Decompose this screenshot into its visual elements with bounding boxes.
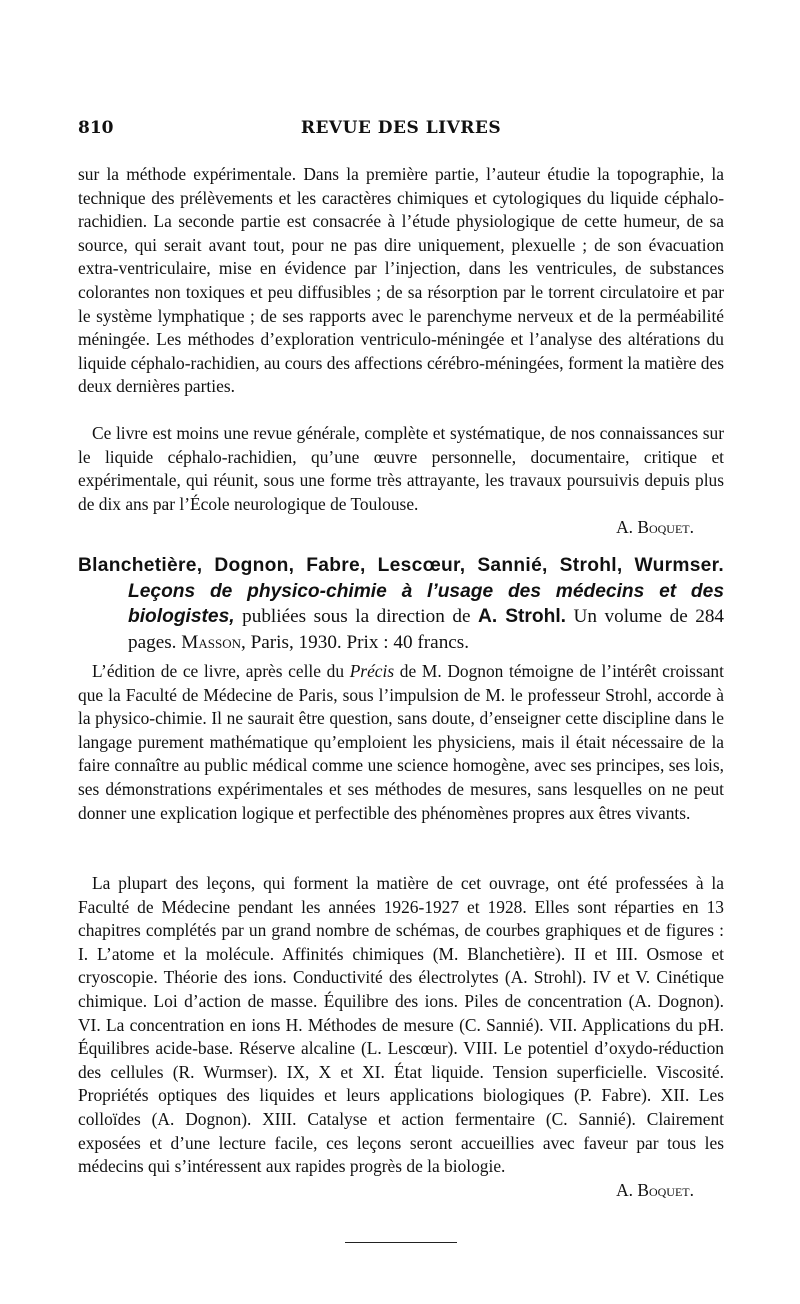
end-rule	[345, 1242, 457, 1243]
review2-paragraph-2	[78, 872, 724, 1202]
book-editor: A. Strohl.	[478, 606, 567, 627]
review1-paragraph-1-text: sur la méthode expérimentale. Dans la première partie, l’auteur étudie la topographie, la technique des prélèvements et les caractères chimiques et cytologiques du liquide céphalo-rachidien. La seconde partie est consacrée à l’étude physiologique de cette humeur, de sa source, qui serait avant tout, pour ne pas dire uniquement, plexuelle ; de son évacuation extra-ventriculaire, mise en évidence par l’injection, dans les ventricules, de substances colorantes non toxiques et peu diffusibles ; de sa résorption par le torrent circulatoire et par le système lymphatique ; de ses rapports avec le parenchyme nerveux et de la perméabilité méningée. Les méthodes d’exploration ventriculo-méningée et l’analyse des altérations du liquide céphalo-rachidien, au cours des affections cérébro-méningées, forment la matière des deux dernières parties.	[78, 164, 724, 397]
review1-signature: A. Boquet.	[616, 517, 694, 538]
review2-signature: A. Boquet.	[616, 1179, 694, 1200]
page-header	[78, 118, 724, 148]
review2-paragraph-2-text: La plupart des leçons, qui forment la matière de cet ouvrage, ont été professées à la Faculté de Médecine pendant les années 1926-1927 et 1928. Elles sont réparties en 13 chapitres complétés par un grand nombre de schémas, de courbes graphiques et de figures : I. L’atome et la molécule. Affinités chimiques (M. Blanchetière). II et III. Osmose et cryoscopie. Théorie des ions. Conductivité des électrolytes (A. Strohl). IV et V. Cinétique chimique. Loi d’action de masse. Équilibre des ions. Piles de concentration (A. Dognon). VI. La concentration en ions H. Méthodes de mesure (C. Sannié). VII. Applications du pH. Équilibres acide-base. Réserve alcaline (L. Lescœur). VIII. Le potentiel d’oxydo-réduction des cellules (R. Wurmser). IX, X et XI. État liquide. Tension superficielle. Viscosité. Propriétés optiques des liquides et leurs applications biologiques (P. Fabre). XII. Les colloïdes (A. Dognon). XIII. Catalyse et action fermentaire (C. Sannié). Clairement exposées et d’une lecture facile, ces leçons seront accueillies avec faveur par tous les médecins qui s’intéressent aux rapides progrès de la biologie.	[78, 873, 724, 1177]
book-place-year-price: , Paris, 1930. Prix : 40 francs.	[240, 631, 470, 653]
review2-paragraph-1-before: L’édition de ce livre, après celle du	[92, 661, 345, 681]
book-authors: Blanchetière, Dognon, Fabre, Lescœur, Sannié, Strohl, Wurmser.	[78, 555, 724, 576]
book-title: Leçons de physico-chimie à l’usage des médecins et des biologistes,	[128, 580, 724, 627]
book-details: Un volume de 284 pages.	[128, 606, 725, 653]
book-edited-by: publiées sous la direction de	[242, 606, 471, 627]
review2-paragraph-1-italic: Précis	[349, 661, 395, 681]
review2-signature-line	[78, 1179, 724, 1203]
review2-paragraph-1-text	[78, 660, 724, 825]
book-notice	[78, 553, 724, 655]
book-publisher: Masson	[181, 631, 241, 653]
review2-paragraph-1	[78, 660, 724, 825]
running-head: REVUE DES LIVRES	[300, 118, 502, 138]
review1-paragraph-2	[78, 422, 724, 540]
review1-paragraph-2-text	[78, 422, 724, 516]
review1-paragraph-2-body: Ce livre est moins une revue générale, complète et systématique, de nos connaissances sur le liquide céphalo-rachidien, qu’une œuvre personnelle, documentaire, critique et expérimentale, qui réunit, sous une forme très attrayante, les travaux poursuivis depuis plus de dix ans par l’École neurologique de Toulouse.	[78, 423, 724, 514]
review1-signature-line	[78, 516, 724, 540]
review1-paragraph-1	[78, 163, 724, 399]
review2-paragraph-1-after: de M. Dognon témoigne de l’intérêt croissant que la Faculté de Médecine de Paris, sous l’impulsion de M. le professeur Strohl, accorde à la physico-chimie. Il ne saurait être question, sans doute, d’enseigner cette discipline dans le langage purement mathématique qu’emploient les physiciens, mais il était nécessaire de la faire connaître au public médical comme une science homogène, avec ses principes, ses lois, ses démonstrations expérimentales et ses méthodes de mesures, sans lesquelles on ne peut donner une explication logique et perfectible des phénomènes propres aux êtres vivants.	[78, 661, 724, 823]
page-number: 810	[78, 118, 114, 138]
